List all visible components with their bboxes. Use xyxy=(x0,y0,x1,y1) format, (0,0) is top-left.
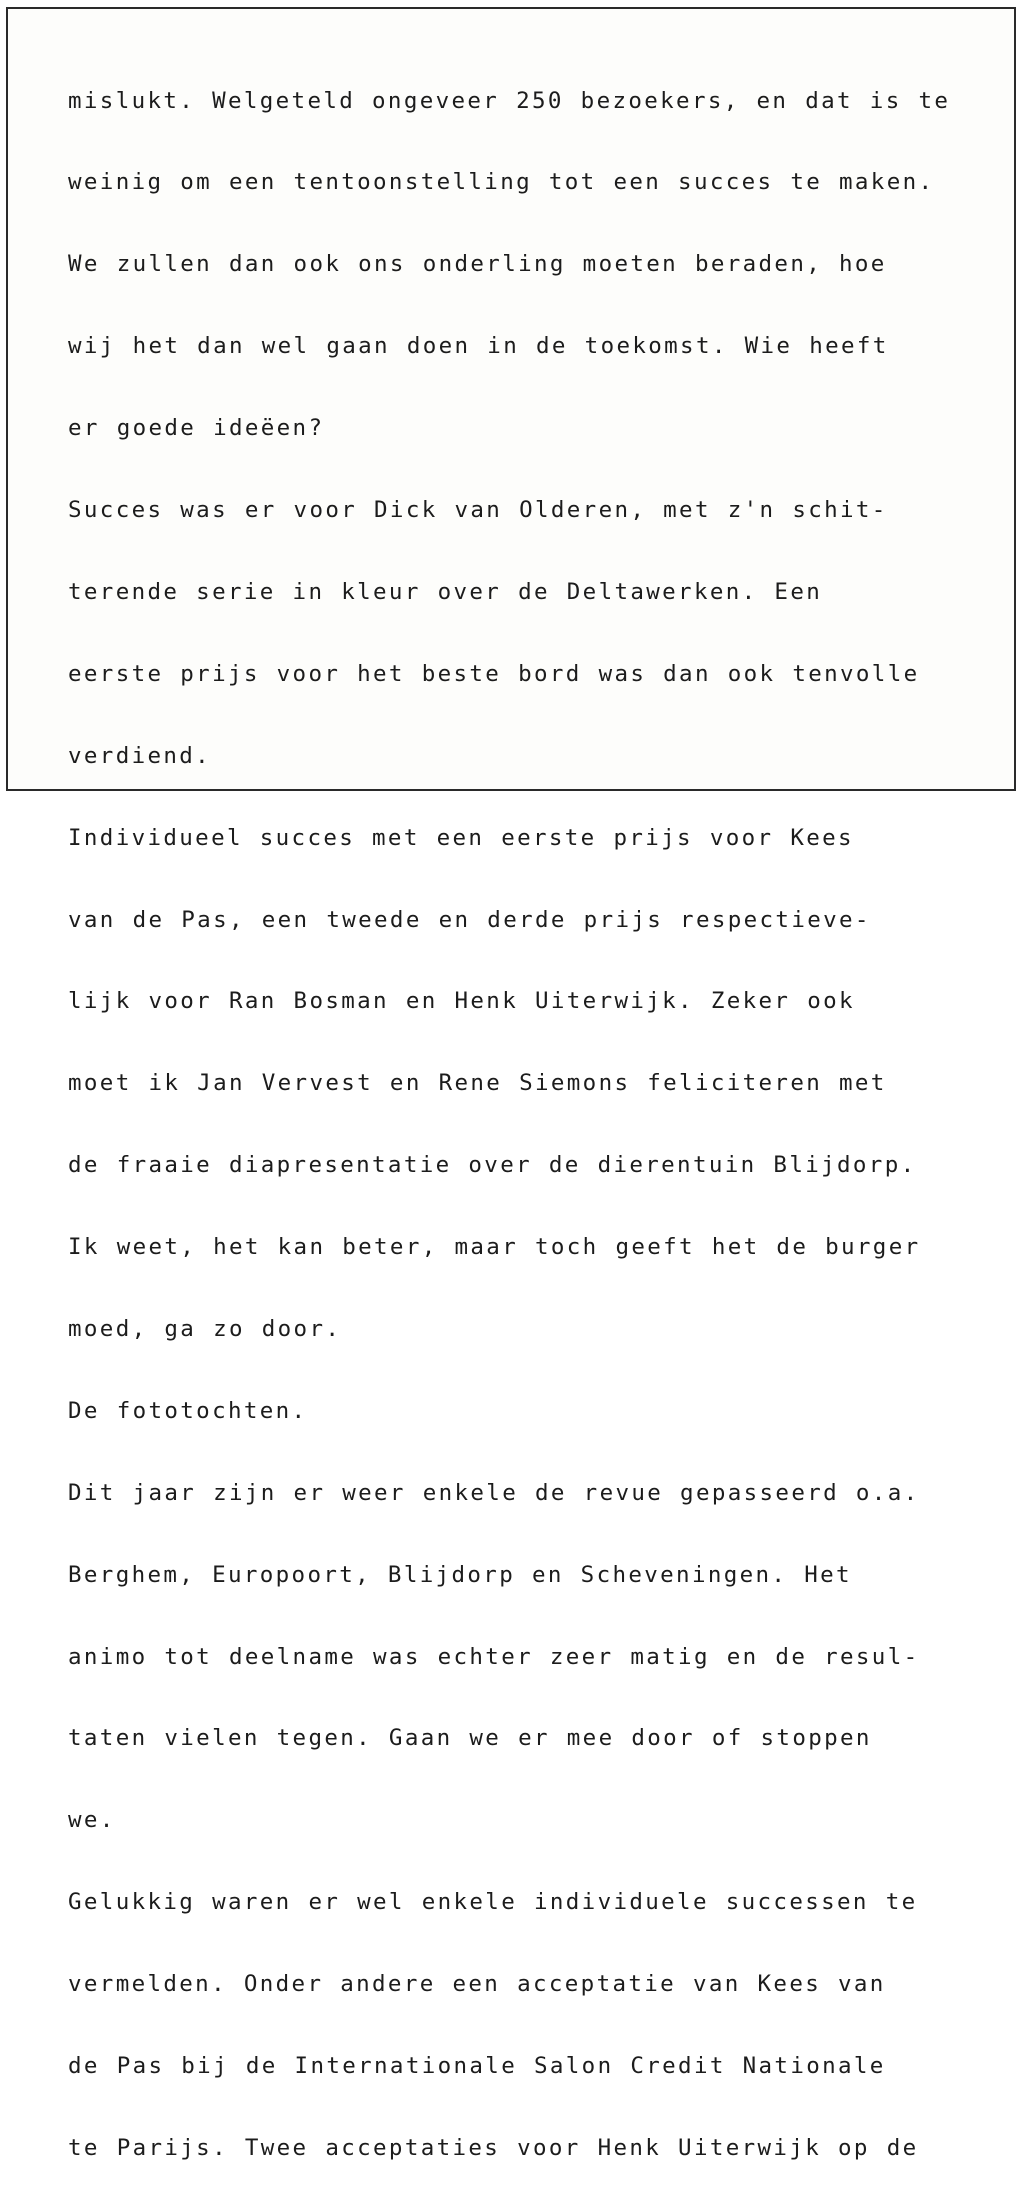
text-line: wij het dan wel gaan doen in de toekomst. Wie heeft xyxy=(68,333,889,360)
text-line: We zullen dan ook ons onderling moeten beraden, hoe xyxy=(68,251,887,278)
text-line: mislukt. Welgeteld ongeveer 250 bezoekers, en dat is te xyxy=(68,87,951,114)
text-line: moed, ga zo door. xyxy=(68,1315,342,1342)
text-line: Succes was er voor Dick van Olderen, met z'n schit- xyxy=(68,497,888,524)
text-line: te Parijs. Twee acceptaties voor Henk Uiterwijk op de xyxy=(68,2134,919,2161)
text-line: Gelukkig waren er wel enkele individuele successen te xyxy=(68,1889,918,1916)
text-line: eerste prijs voor het beste bord was dan ook tenvolle xyxy=(68,660,920,687)
text-line: we. xyxy=(68,1807,116,1834)
typewritten-text-block xyxy=(68,33,998,2189)
text-line: moet ik Jan Vervest en Rene Siemons feliciteren met xyxy=(68,1070,887,1097)
text-line: weinig om een tentoonstelling tot een succes te maken. xyxy=(68,169,935,196)
text-line: Ik weet, het kan beter, maar toch geeft het de burger xyxy=(68,1234,921,1261)
text-line: vermelden. Onder andere een acceptatie van Kees van xyxy=(68,1971,886,1998)
text-line: er goede ideëen? xyxy=(68,415,325,442)
text-line: animo tot deelname was echter zeer matig en de resul- xyxy=(68,1643,920,1670)
text-line: Dit jaar zijn er weer enkele de revue gepasseerd o.a. xyxy=(68,1479,920,1506)
text-line: terende serie in kleur over de Deltawerken. Een xyxy=(68,578,823,605)
text-line: Individueel succes met een eerste prijs voor Kees xyxy=(68,824,854,851)
text-line: verdiend. xyxy=(68,742,212,769)
text-line: De fototochten. xyxy=(68,1397,308,1424)
text-line: lijk voor Ran Bosman en Henk Uiterwijk. Zeker ook xyxy=(68,988,855,1015)
text-line: Berghem, Europoort, Blijdorp en Scheveningen. Het xyxy=(68,1561,852,1588)
text-line: taten vielen tegen. Gaan we er mee door of stoppen xyxy=(68,1725,872,1752)
text-line: van de Pas, een tweede en derde prijs respectieve- xyxy=(68,906,871,933)
text-line: de fraaie diapresentatie over de dierentuin Blijdorp. xyxy=(68,1152,917,1179)
text-line: de Pas bij de Internationale Salon Credit Nationale xyxy=(68,2052,886,2079)
